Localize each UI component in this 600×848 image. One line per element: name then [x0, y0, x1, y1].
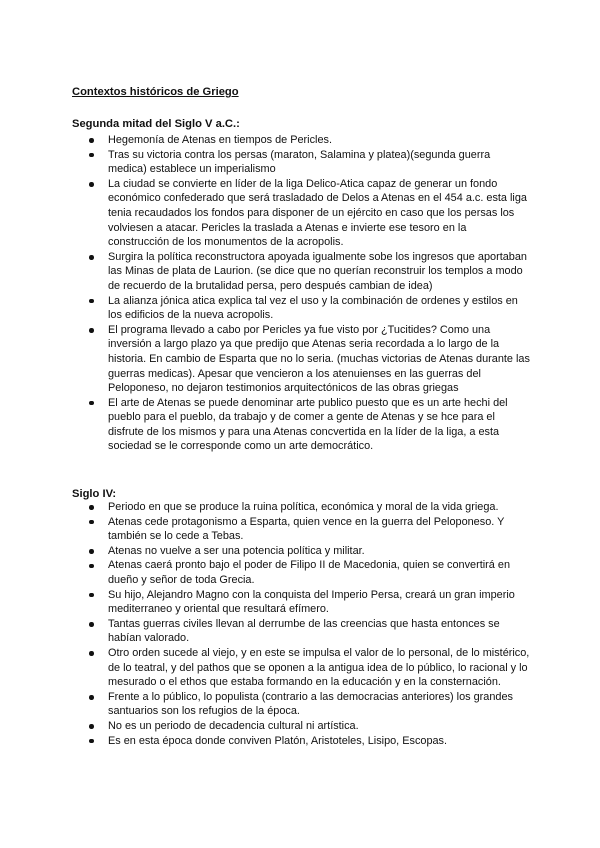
list-item [72, 617, 530, 646]
bullet-icon [89, 182, 94, 187]
bullet-icon [89, 138, 94, 143]
list-item [72, 323, 530, 396]
list-item-text: Atenas caerá pronto bajo el poder de Filipo II de Macedonia, quien se convertirá en dueño y señor de toda Grecia. [108, 559, 510, 586]
list-item-text: Surgira la política reconstructora apoyada igualmente sobe los ingresos que aportaban las Minas de plata de Laurion. (se dice que no querían reconstruir los templos a modo de recuerdo de la brutalidad persa, pero después cambian de idea) [108, 250, 527, 292]
bullet-icon [89, 549, 94, 554]
bullet-icon [89, 724, 94, 729]
list-item [72, 544, 530, 559]
list-item-text: Tras su victoria contra los persas (maraton, Salamina y platea)(segunda guerra medica) establece un imperialismo [108, 148, 491, 176]
list-item-text: No es un periodo de decadencia cultural ni artística. [108, 719, 359, 732]
list-item [72, 515, 530, 544]
bullet-icon [89, 255, 94, 260]
list-item [72, 177, 530, 250]
list-item-text: Es en esta época donde conviven Platón, Aristoteles, Lisipo, Escopas. [108, 734, 448, 747]
bullet-icon [89, 401, 94, 406]
list-item-text: Frente a lo público, lo populista (contrario a las democracias anteriores) los grandes santuarios son los refugios de la época. [108, 690, 513, 718]
bullet-icon [89, 328, 94, 333]
bullet-icon [89, 153, 94, 158]
list-item-text: Otro orden sucede al viejo, y en este se impulsa el valor de lo personal, de lo mistérico, de lo teatral, y del pathos que se oponen a la antigua idea de lo público, lo racional y lo mesurado o el ethos que estaba formando en la educación y en la consternación. [108, 646, 530, 689]
list-item-text: Atenas cede protagonismo a Esparta, quien vence en la guerra del Peloponeso. Y también se lo cede a Tebas. [108, 515, 505, 543]
list-item [72, 690, 530, 719]
bullet-icon [89, 739, 94, 744]
list-item-text: Tantas guerras civiles llevan al derrumbe de las creencias que hasta entonces se habían valorado. [108, 617, 500, 645]
bullet-icon [89, 520, 94, 525]
list-item-text: El arte de Atenas se puede denominar arte publico puesto que es un arte hechi del pueblo para el pueblo, da trabajo y de comer a gente de Atenas y se hce para el disfrute de los mismos y para una Atenas concvertida en la líder de la liga, a esta sociedad se le corresponde como un arte democrático. [108, 396, 508, 453]
list-item [72, 133, 530, 148]
document-title: Contextos históricos de Griego [72, 86, 239, 98]
list-item [72, 148, 530, 177]
list-item [72, 500, 530, 515]
list-item-text: Hegemonía de Atenas en tiempos de Pericles. [108, 134, 332, 146]
bullet-icon [89, 505, 94, 510]
list-item [72, 294, 530, 323]
list-item [72, 646, 530, 690]
list-item [72, 396, 530, 454]
bullet-list-siglo-v [72, 133, 530, 454]
bullet-icon [89, 695, 94, 700]
list-item-text: Su hijo, Alejandro Magno con la conquista del Imperio Persa, creará un gran imperio mediterraneo y oriental que resultará efímero. [108, 588, 515, 616]
section-heading-siglo-v: Segunda mitad del Siglo V a.C.: [72, 118, 240, 130]
list-item-text: Atenas no vuelve a ser una potencia política y militar. [108, 544, 365, 557]
bullet-icon [89, 299, 94, 304]
list-item-text: Periodo en que se produce la ruina política, económica y moral de la vida griega. [108, 501, 499, 513]
bullet-icon [89, 622, 94, 627]
list-item [72, 250, 530, 294]
list-item-text: La ciudad se convierte en líder de la liga Delico-Atica capaz de generar un fondo económico confederado que será trasladado de Delos a Atenas en el 454 a.c. esta liga tenia recaudados los fondos para disponer de un ejército en caso que los persas los volviesen a atacar. Pericles la traslada a Atenas e invierte ese tesoro en la construcción de los monumentos de la acropolis. [108, 177, 527, 249]
bullet-icon [89, 651, 94, 656]
bullet-icon [89, 564, 94, 569]
bullet-list-siglo-iv [72, 500, 530, 748]
list-item [72, 734, 530, 749]
list-item [72, 588, 530, 617]
list-item [72, 558, 530, 587]
list-item-text: El programa llevado a cabo por Pericles ya fue visto por ¿Tucitides? Como una inversión a largo plazo ya que predijo que Atenas seria recordada a lo largo de la historia. En cambio de Esparta que no lo seria. (muchas victorias de Atenas durante las guerras medicas). Apesar que vencieron a los atenuienses en las guerras del Peloponeso, no dejaron testimonios arquitectónicos de las obras griegas [108, 323, 530, 395]
list-item [72, 719, 530, 734]
section-heading-siglo-iv: Siglo IV: [72, 488, 117, 500]
list-item-text: La alianza jónica atica explica tal vez el uso y la combinación de ordenes y estilos en los edificios de la nueva acropolis. [108, 294, 518, 322]
bullet-icon [89, 593, 94, 598]
